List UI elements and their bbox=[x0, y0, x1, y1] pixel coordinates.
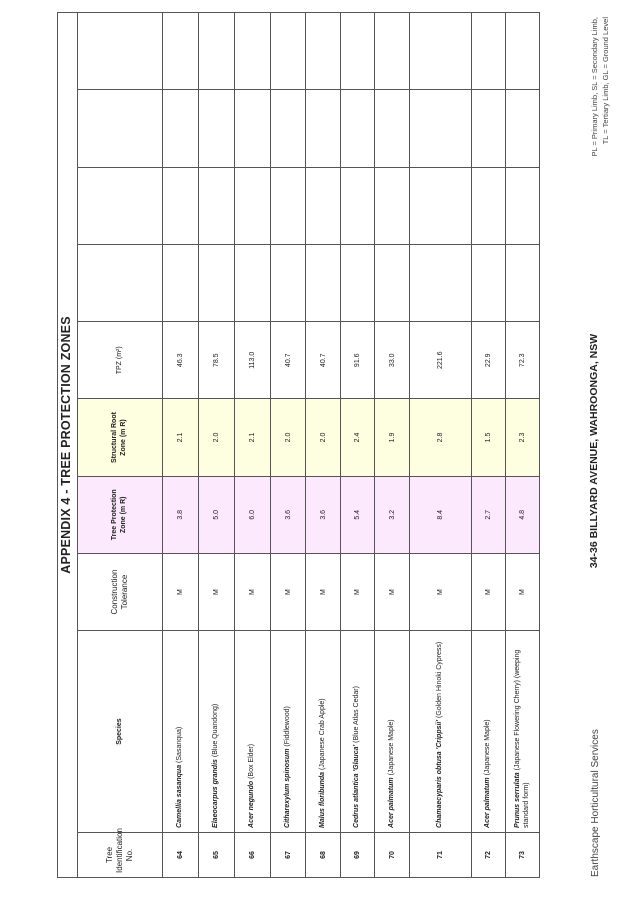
empty-cell bbox=[341, 167, 375, 244]
common-name: (Sasanqua) bbox=[176, 726, 184, 763]
tpz-radius-cell: 3.2 bbox=[375, 476, 410, 553]
empty-cell bbox=[235, 167, 271, 244]
empty-cell bbox=[506, 90, 540, 167]
species-cell bbox=[506, 631, 540, 833]
srz-radius-cell: 2.4 bbox=[341, 399, 375, 476]
tree-id-cell: 65 bbox=[199, 832, 235, 877]
table-row bbox=[199, 13, 235, 878]
table-row bbox=[375, 13, 410, 878]
srz-radius-cell: 2.8 bbox=[410, 399, 472, 476]
table-header-row bbox=[78, 13, 163, 878]
scientific-name: Camellia sasanqua bbox=[176, 764, 184, 828]
empty-cell bbox=[375, 244, 410, 321]
tree-id-cell: 64 bbox=[163, 832, 199, 877]
common-name: (Japanese Crab Apple) bbox=[318, 698, 326, 770]
footer-legend-line: PL = Primary Limb, SL = Secondary Limb, bbox=[590, 17, 599, 157]
tolerance-cell: M bbox=[306, 553, 341, 630]
header-species: Species bbox=[78, 631, 163, 833]
page-title: APPENDIX 4 - TREE PROTECTION ZONES bbox=[59, 316, 73, 574]
tree-id-cell: 67 bbox=[271, 832, 306, 877]
empty-cell bbox=[271, 13, 306, 90]
tpz-radius-cell: 2.7 bbox=[472, 476, 506, 553]
species-cell bbox=[271, 631, 306, 833]
table-row bbox=[271, 13, 306, 878]
table-row bbox=[235, 13, 271, 878]
srz-radius-cell: 1.9 bbox=[375, 399, 410, 476]
scientific-name: Prunus serrulata bbox=[514, 772, 522, 828]
tpz-area-cell: 72.3 bbox=[506, 322, 540, 399]
scientific-name: Citharexylum spinosum bbox=[283, 748, 291, 828]
tree-id-cell: 73 bbox=[506, 832, 540, 877]
empty-cell bbox=[472, 13, 506, 90]
tolerance-cell: M bbox=[199, 553, 235, 630]
srz-radius-cell: 2.3 bbox=[506, 399, 540, 476]
empty-cell bbox=[306, 167, 341, 244]
empty-cell bbox=[410, 167, 472, 244]
footer-legend bbox=[590, 17, 611, 157]
empty-cell bbox=[271, 244, 306, 321]
empty-cell bbox=[199, 13, 235, 90]
empty-cell bbox=[410, 244, 472, 321]
empty-cell bbox=[375, 167, 410, 244]
tpz-area-cell: 221.6 bbox=[410, 322, 472, 399]
tpz-area-cell: 40.7 bbox=[306, 322, 341, 399]
species-cell bbox=[341, 631, 375, 833]
tpz-radius-cell: 3.6 bbox=[271, 476, 306, 553]
tpz-radius-cell: 4.8 bbox=[506, 476, 540, 553]
tpz-radius-cell: 5.4 bbox=[341, 476, 375, 553]
common-name: (Golden Hinoki Cypress) bbox=[436, 641, 444, 718]
scientific-name: Acer negundo bbox=[248, 780, 256, 828]
table-row bbox=[472, 13, 506, 878]
table-body bbox=[163, 13, 540, 878]
tree-id-cell: 68 bbox=[306, 832, 341, 877]
header-tpz-area: TPZ (m²) bbox=[78, 322, 163, 399]
tpz-radius-cell: 8.4 bbox=[410, 476, 472, 553]
empty-cell bbox=[235, 244, 271, 321]
table-row bbox=[163, 13, 199, 878]
empty-cell bbox=[410, 13, 472, 90]
common-name: (Box Elder) bbox=[248, 743, 256, 779]
common-name: (Fiddlewood) bbox=[283, 706, 291, 747]
tpz-area-cell: 22.9 bbox=[472, 322, 506, 399]
empty-cell bbox=[199, 167, 235, 244]
species-cell bbox=[235, 631, 271, 833]
header-tree-protection-zone: Tree Protection Zone (m R) bbox=[78, 476, 163, 553]
table-row bbox=[410, 13, 472, 878]
common-name: (Japanese Maple) bbox=[484, 719, 492, 776]
tpz-area-cell: 78.5 bbox=[199, 322, 235, 399]
empty-cell bbox=[163, 244, 199, 321]
header-blank-col bbox=[78, 167, 163, 244]
srz-radius-cell: 2.0 bbox=[271, 399, 306, 476]
empty-cell bbox=[199, 90, 235, 167]
header-structural-root-zone: Structural Root Zone (m R) bbox=[78, 399, 163, 476]
empty-cell bbox=[306, 244, 341, 321]
scientific-name: Cedrus atlantica 'Glauca' bbox=[353, 744, 361, 828]
srz-radius-cell: 2.1 bbox=[163, 399, 199, 476]
srz-radius-cell: 1.5 bbox=[472, 399, 506, 476]
empty-cell bbox=[506, 244, 540, 321]
common-name: (Blue Quandong) bbox=[212, 703, 220, 758]
tolerance-cell: M bbox=[163, 553, 199, 630]
tree-id-cell: 66 bbox=[235, 832, 271, 877]
scientific-name: Acer palmatum bbox=[484, 777, 492, 828]
empty-cell bbox=[163, 90, 199, 167]
species-cell bbox=[472, 631, 506, 833]
srz-radius-cell: 2.0 bbox=[199, 399, 235, 476]
tpz-radius-cell: 6.0 bbox=[235, 476, 271, 553]
tree-id-cell: 72 bbox=[472, 832, 506, 877]
common-name: (Japanese Maple) bbox=[387, 719, 395, 776]
tpz-area-cell: 40.7 bbox=[271, 322, 306, 399]
scientific-name: Malus floribunda bbox=[318, 771, 326, 828]
footer-legend-line: TL = Tertiary Limb, GL = Ground Level bbox=[600, 17, 610, 145]
empty-cell bbox=[472, 167, 506, 244]
empty-cell bbox=[235, 13, 271, 90]
empty-cell bbox=[163, 13, 199, 90]
empty-cell bbox=[271, 90, 306, 167]
tolerance-cell: M bbox=[375, 553, 410, 630]
species-cell bbox=[375, 631, 410, 833]
scientific-name: Chamaecyparis obtusa 'Crippsii' bbox=[436, 719, 444, 828]
empty-cell bbox=[375, 13, 410, 90]
empty-cell bbox=[341, 13, 375, 90]
tpz-radius-cell: 3.8 bbox=[163, 476, 199, 553]
scientific-name: Elaeocarpus grandis bbox=[212, 759, 220, 828]
tpz-area-cell: 46.3 bbox=[163, 322, 199, 399]
tree-id-cell: 69 bbox=[341, 832, 375, 877]
footer-company: Earthscape Horticultural Services bbox=[590, 729, 601, 877]
table-row bbox=[306, 13, 341, 878]
tree-protection-table bbox=[77, 12, 540, 878]
tree-id-cell: 71 bbox=[410, 832, 472, 877]
empty-cell bbox=[341, 90, 375, 167]
table-row bbox=[506, 13, 540, 878]
header-tree-id: Tree Identification No. bbox=[78, 832, 163, 877]
empty-cell bbox=[506, 167, 540, 244]
common-name: (Japanese Flowering Cherry) (weeping standard form) bbox=[514, 649, 530, 828]
empty-cell bbox=[199, 244, 235, 321]
empty-cell bbox=[472, 244, 506, 321]
empty-cell bbox=[306, 13, 341, 90]
empty-cell bbox=[375, 90, 410, 167]
tpz-area-cell: 91.6 bbox=[341, 322, 375, 399]
empty-cell bbox=[410, 90, 472, 167]
empty-cell bbox=[235, 90, 271, 167]
tolerance-cell: M bbox=[235, 553, 271, 630]
tolerance-cell: M bbox=[410, 553, 472, 630]
empty-cell bbox=[472, 90, 506, 167]
tpz-area-cell: 113.0 bbox=[235, 322, 271, 399]
tpz-area-cell: 33.0 bbox=[375, 322, 410, 399]
tolerance-cell: M bbox=[341, 553, 375, 630]
scientific-name: Acer palmatum bbox=[387, 777, 395, 828]
table-row bbox=[341, 13, 375, 878]
title-band bbox=[57, 12, 77, 878]
tolerance-cell: M bbox=[271, 553, 306, 630]
header-blank-col bbox=[78, 90, 163, 167]
empty-cell bbox=[306, 90, 341, 167]
empty-cell bbox=[163, 167, 199, 244]
footer-address: 34-36 BILLYARD AVENUE, WAHROONGA, NSW bbox=[588, 333, 600, 569]
species-cell bbox=[163, 631, 199, 833]
header-blank-col bbox=[78, 244, 163, 321]
species-cell bbox=[306, 631, 341, 833]
srz-radius-cell: 2.1 bbox=[235, 399, 271, 476]
tpz-radius-cell: 5.0 bbox=[199, 476, 235, 553]
species-cell bbox=[199, 631, 235, 833]
species-cell bbox=[410, 631, 472, 833]
srz-radius-cell: 2.0 bbox=[306, 399, 341, 476]
tree-id-cell: 70 bbox=[375, 832, 410, 877]
common-name: (Blue Atlas Cedar) bbox=[353, 686, 361, 743]
empty-cell bbox=[341, 244, 375, 321]
empty-cell bbox=[271, 167, 306, 244]
tolerance-cell: M bbox=[506, 553, 540, 630]
header-construction-tolerance: Construction Tolerance bbox=[78, 553, 163, 630]
empty-cell bbox=[506, 13, 540, 90]
header-blank-col bbox=[78, 13, 163, 90]
tpz-radius-cell: 3.6 bbox=[306, 476, 341, 553]
tolerance-cell: M bbox=[472, 553, 506, 630]
